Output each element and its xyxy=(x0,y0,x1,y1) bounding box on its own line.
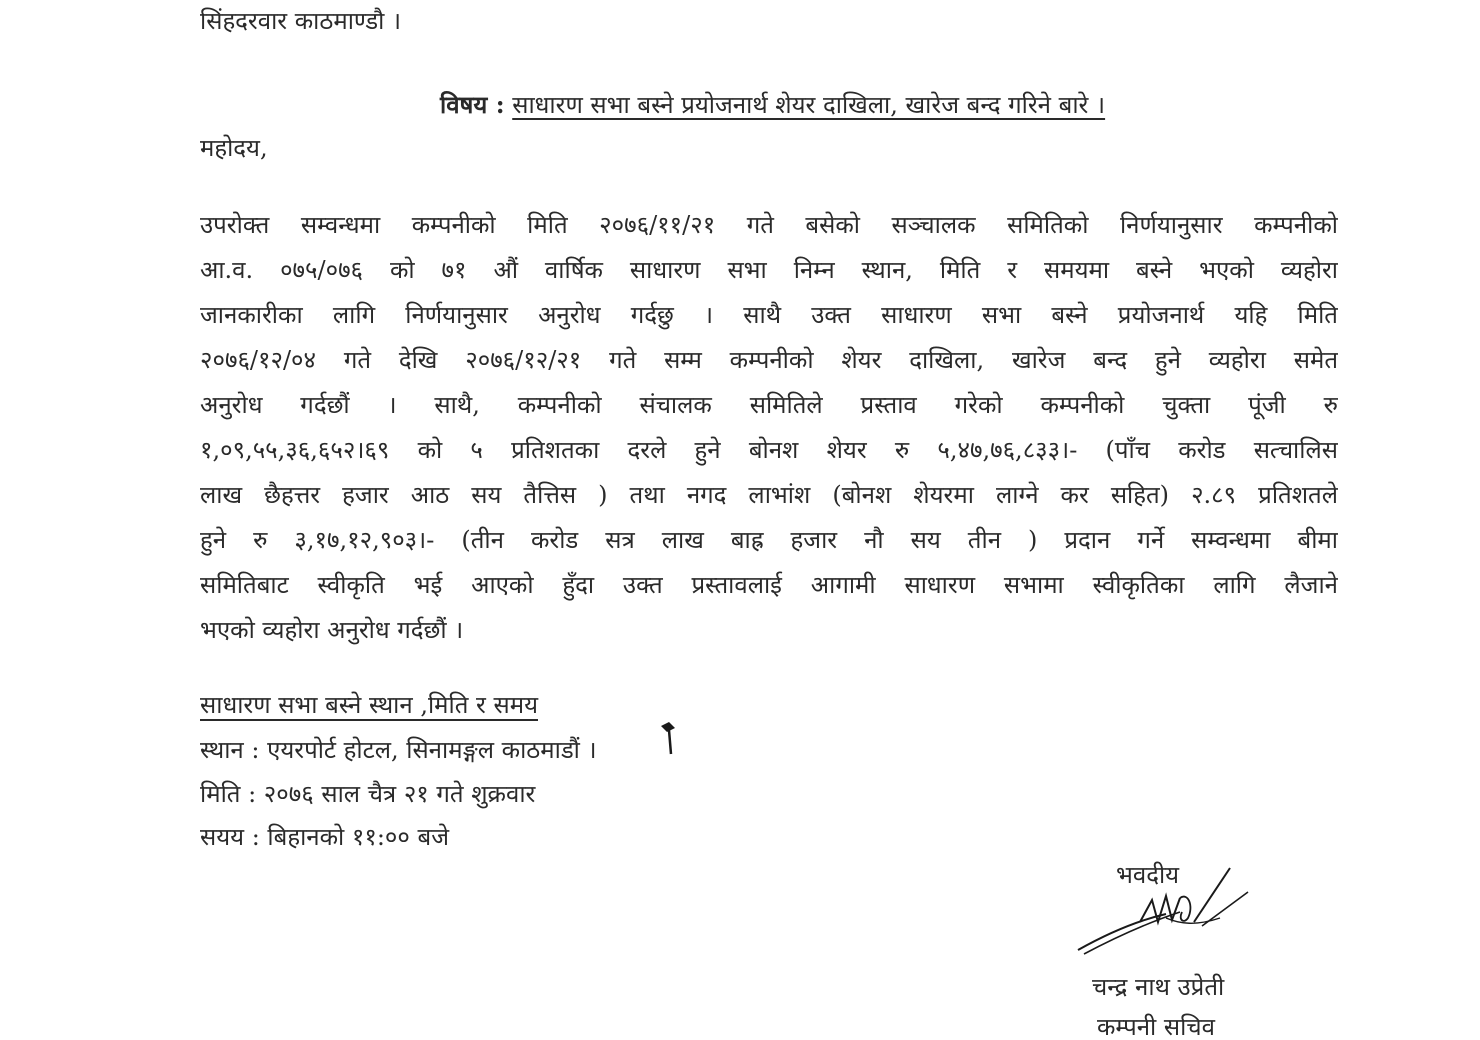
pen-mark-icon xyxy=(655,718,685,758)
body-line: भएको व्यहोरा अनुरोध गर्दछौं । xyxy=(200,616,464,644)
body-line: अनुरोध गर्दछौं । साथै, कम्पनीको संचालक समितिले प्रस्ताव गरेको कम्पनीको चुक्ता पूंजी रु xyxy=(200,391,1338,419)
subject-line xyxy=(440,88,1105,121)
subject-label: विषय : xyxy=(440,90,505,119)
body-line: १,०९,५५,३६,६५२।६९ को ५ प्रतिशतका दरले हुने बोनश शेयर रु ५,४७,७६,८३३।- (पाँच करोड सत्चालिस xyxy=(200,436,1338,464)
body-line: २०७६/१२/०४ गते देखि २०७६/१२/२१ गते सम्म कम्पनीको शेयर दाखिला, खारेज बन्द हुने व्यहोरा समेत xyxy=(200,346,1338,374)
body-line: उपरोक्त सम्वन्धमा कम्पनीको मिति २०७६/११/२१ गते बसेको सञ्चालक समितिको निर्णयानुसार कम्पनीको xyxy=(200,211,1338,239)
signer-title: कम्पनी सचिव xyxy=(1097,1013,1215,1040)
body-line: आ.व. ०७५/०७६ को ७१ औं वार्षिक साधारण सभा निम्न स्थान, मिति र समयमा बस्ने भएको व्यहोरा xyxy=(200,256,1338,284)
meeting-heading: साधारण सभा बस्ने स्थान ,मिति र समय xyxy=(200,691,538,719)
body-line: लाख छैहत्तर हजार आठ सय तैत्तिस ) तथा नगद लाभांश (बोनश शेयरमा लाग्ने कर सहित) २.८९ प्रतिशतले xyxy=(200,481,1338,509)
subject-text: साधारण सभा बस्ने प्रयोजनार्थ शेयर दाखिला, खारेज बन्द गरिने बारे । xyxy=(512,91,1106,119)
signature-icon xyxy=(1070,862,1260,962)
recipient-address: सिंहदरवार काठमाण्डौ । xyxy=(200,7,402,35)
body-line: जानकारीका लागि निर्णयानुसार अनुरोध गर्दछु । साथै उक्त साधारण सभा बस्ने प्रयोजनार्थ यहि मिति xyxy=(200,301,1338,329)
closing-text: भवदीय xyxy=(1116,861,1180,889)
meeting-date: मिति : २०७६ साल चैत्र २१ गते शुक्रवार xyxy=(200,780,536,808)
meeting-time: सयय : बिहानको ११:०० बजे xyxy=(200,823,450,851)
signer-name: चन्द्र नाथ उप्रेती xyxy=(1092,973,1225,1001)
letter-body xyxy=(200,205,1338,655)
body-line: हुने रु ३,१७,१२,९०३।- (तीन करोड सत्र लाख बाह्र हजार नौ सय तीन ) प्रदान गर्ने सम्वन्धमा बीमा xyxy=(200,526,1338,554)
meeting-venue: स्थान : एयरपोर्ट होटल, सिनामङ्गल काठमाडौं । xyxy=(200,736,597,764)
body-line: समितिबाट स्वीकृति भई आएको हुँदा उक्त प्रस्तावलाई आगामी साधारण सभामा स्वीकृतिका लागि लैजाने xyxy=(200,571,1338,599)
salutation: महोदय, xyxy=(200,134,268,162)
